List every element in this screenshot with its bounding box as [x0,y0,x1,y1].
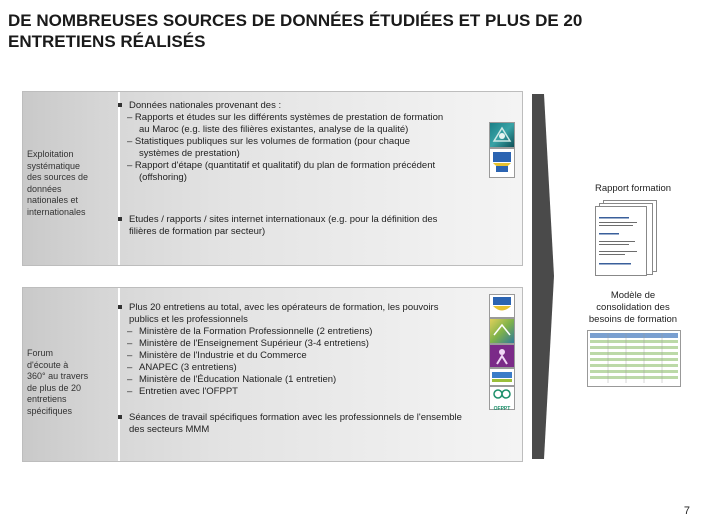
higher-education-logo-icon [489,318,515,344]
label-line: Exploitation [27,149,74,159]
bullet-icon [118,103,122,107]
list-item-text: Ministère de l'Enseignement Supérieur (3-4 entretiens) [139,338,369,349]
bullet-text: Plus 20 entretiens au total, avec les opérateurs de formation, les pouvoirs [129,302,439,313]
list-item-text: ANAPEC (3 entretiens) [139,362,237,373]
sub-text: (offshoring) [139,172,187,183]
label-line: besoins de formation [588,314,678,325]
label-line: entretiens [27,394,67,404]
list-item: – Ministère de l'Industrie et du Commerce [127,350,307,361]
bullet-interviews [129,302,489,326]
list-item: – Ministère de la Formation Professionnelle (2 entretiens) [127,326,373,337]
label-line: d'écoute à [27,359,69,370]
label-line: systématique [27,160,81,171]
bullet-text: Séances de travail spécifiques formation avec les professionnels de l'ensemble [129,412,462,423]
label-line: spécifiques [27,405,73,416]
bullet-icon [118,415,122,419]
bullet-icon [118,305,122,309]
interview-list [127,326,487,398]
list-item: – ANAPEC (3 entretiens) [127,362,237,373]
panel-label-exploitation [27,149,97,218]
label-line: nationales et [27,195,79,205]
sub-text: – Statistiques publiques sur les volumes de formation (pour chaque [127,136,411,147]
sub-bullet-progress-report [127,160,487,184]
process-arrow-icon [532,94,554,459]
institution-logo-icon [489,122,515,148]
bullet-international-studies [129,214,489,238]
sub-text: – Rapports et études sur les différents systèmes de prestation de formation [127,112,444,123]
output-report-label: Rapport formation [594,183,672,194]
sub-text: au Maroc (e.g. liste des filières existantes, analyse de la qualité) [139,124,409,135]
panel-separator [118,288,120,461]
label-line: des sources de [27,172,89,182]
output-model-label [580,290,686,326]
title-line-2: ENTRETIENS RÉALISÉS [8,32,206,51]
label-line: 360° au travers [27,371,89,381]
list-item-text: Entretien avec l'OFPPT [139,386,238,397]
panel-label-forum [27,348,97,417]
label-line: de plus de 20 [27,382,82,393]
label-line: consolidation des [596,302,670,313]
sub-text: – Rapport d'étape (quantitatif et qualitatif) du plan de formation précédent [127,160,436,171]
anapec-logo-icon [489,344,515,368]
bullet-text: des secteurs MMM [129,424,210,435]
bullet-text: filières de formation par secteur) [129,226,266,237]
ministry-emblem-icon [489,294,515,318]
panel-separator [118,92,120,265]
label-line: données [27,183,62,194]
list-item: – Entretien avec l'OFPPT [127,386,238,397]
list-item-text: Ministère de la Formation Professionnelle (2 entretiens) [139,326,373,337]
sub-bullet-reports [127,112,487,136]
ofppt-logo-icon [489,386,515,410]
bullet-icon [118,217,122,221]
bullet-work-sessions [129,412,499,436]
list-item: – Ministère de l'Éducation Nationale (1 entretien) [127,374,337,385]
education-ministry-logo-icon [489,368,515,386]
list-item-text: Ministère de l'Éducation Nationale (1 entretien) [139,374,337,385]
bullet-text: Etudes / rapports / sites internet internationaux (e.g. pour la définition des [129,214,438,225]
sub-text: systèmes de prestation) [139,148,240,159]
page-number: 7 [683,505,690,517]
ministry-emblem-icon [489,148,515,178]
interviews-panel [22,287,523,462]
page-title [8,10,688,52]
title-line-1: DE NOMBREUSES SOURCES DE DONNÉES ÉTUDIÉES ET PLUS DE 20 [8,11,583,30]
bullet-national-data [129,100,489,112]
bullet-text: publics et les professionnels [129,314,248,325]
ofppt-logo-caption: OFPPT [493,406,511,412]
list-item: – Ministère de l'Enseignement Supérieur (3-4 entretiens) [127,338,369,349]
list-item-text: Ministère de l'Industrie et du Commerce [139,350,307,361]
label-line: Forum [27,348,54,358]
bullet-text: Données nationales provenant des : [129,100,282,111]
report-document-icon [593,200,657,275]
document-page [595,206,647,276]
sub-bullet-statistics [127,136,487,160]
label-line: internationales [27,206,86,217]
data-sources-panel [22,91,523,266]
label-line: Modèle de [610,290,656,301]
consolidation-spreadsheet-icon [587,330,681,387]
